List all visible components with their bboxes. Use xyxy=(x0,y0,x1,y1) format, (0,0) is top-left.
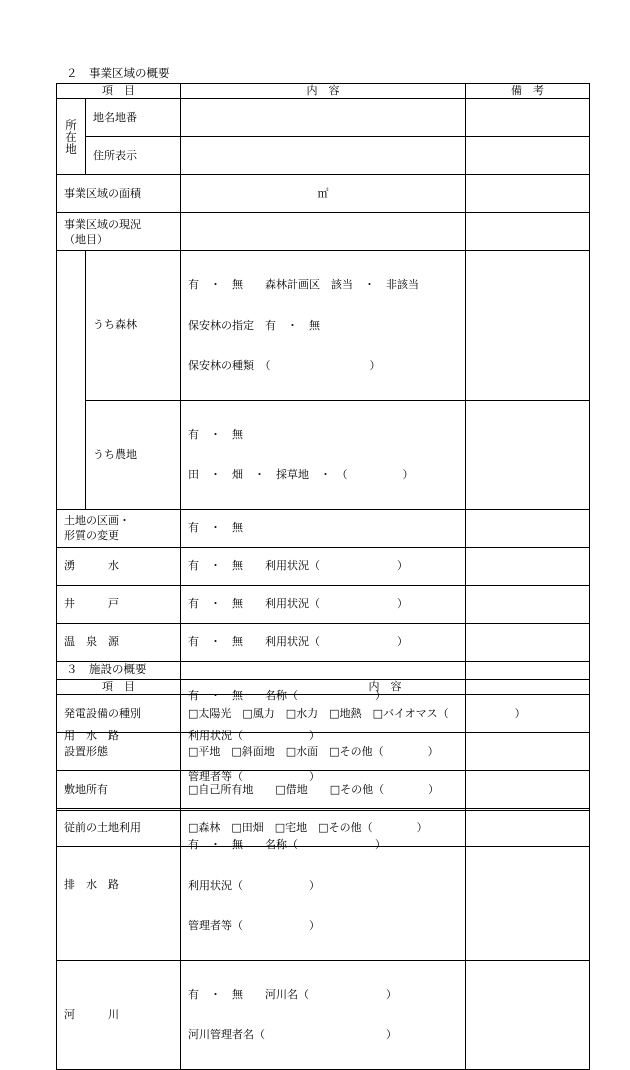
table-header-row xyxy=(57,84,590,99)
forest-remarks[interactable] xyxy=(466,251,590,401)
chiban-remarks[interactable] xyxy=(466,99,590,137)
previous-land-use-options[interactable]: □森林 □田畑 □宅地 □その他（ ） xyxy=(181,809,590,847)
hotspring-label: 温 泉 源 xyxy=(57,623,181,661)
project-area-table xyxy=(56,83,590,1070)
section2-title: ２ 事業区域の概要 xyxy=(66,66,170,80)
installation-type-label: 設置形態 xyxy=(57,733,181,771)
site-ownership-options[interactable]: □自己所有地 □借地 □その他（ ） xyxy=(181,771,590,809)
table-row xyxy=(57,547,590,585)
land-change-value[interactable]: 有 ・ 無 xyxy=(181,509,466,547)
table-header-row xyxy=(57,680,590,695)
previous-land-use-label: 従前の土地利用 xyxy=(57,809,181,847)
header-item: 項 目 xyxy=(57,680,181,695)
generator-type-options[interactable]: □太陽光 □風力 □水力 □地熱 □バイオマス（ ） xyxy=(181,695,590,733)
farmland-label: うち農地 xyxy=(86,400,181,509)
header-item: 項 目 xyxy=(57,84,181,99)
table-row xyxy=(57,99,590,137)
current-state-value[interactable] xyxy=(181,213,466,251)
drainage-label: 排 水 路 xyxy=(57,811,181,961)
current-state-indent xyxy=(57,251,86,510)
table-row xyxy=(57,175,590,213)
well-label: 井 戸 xyxy=(57,585,181,623)
table-row xyxy=(57,695,590,733)
address-value[interactable] xyxy=(181,137,466,175)
river-value[interactable]: 有 ・ 無 河川名（ ） 河川管理者名（ ） xyxy=(181,960,466,1069)
hotspring-value[interactable]: 有 ・ 無 利用状況（ ） xyxy=(181,623,466,661)
well-remarks[interactable] xyxy=(466,585,590,623)
table-row xyxy=(57,623,590,661)
section3-title: ３ 施設の概要 xyxy=(66,662,147,676)
spring-remarks[interactable] xyxy=(466,547,590,585)
chiban-label: 地名地番 xyxy=(86,99,181,137)
river-remarks[interactable] xyxy=(466,960,590,1069)
site-ownership-label: 敷地所有 xyxy=(57,771,181,809)
address-label: 住所表示 xyxy=(86,137,181,175)
area-remarks[interactable] xyxy=(466,175,590,213)
header-remarks: 備 考 xyxy=(466,84,590,99)
chiban-value[interactable] xyxy=(181,99,466,137)
hotspring-remarks[interactable] xyxy=(466,623,590,661)
header-content: 内 容 xyxy=(181,84,466,99)
table-row xyxy=(57,585,590,623)
generator-type-label: 発電設備の種別 xyxy=(57,695,181,733)
table-row xyxy=(57,960,590,1069)
current-state-remarks[interactable] xyxy=(466,213,590,251)
area-value[interactable] xyxy=(181,175,466,213)
intake-label: 用 水 路 xyxy=(57,661,181,811)
spring-value[interactable]: 有 ・ 無 利用状況（ ） xyxy=(181,547,466,585)
table-row xyxy=(57,251,590,401)
forest-value[interactable]: 有 ・ 無 森林計画区 該当 ・ 非該当 保安林の指定 有 ・ 無 保安林の種類 （ ） xyxy=(181,251,466,401)
address-remarks[interactable] xyxy=(466,137,590,175)
table-row xyxy=(57,213,590,251)
land-change-remarks[interactable] xyxy=(466,509,590,547)
location-group-label: 所 在 地 xyxy=(57,99,86,175)
well-value[interactable]: 有 ・ 無 利用状況（ ） xyxy=(181,585,466,623)
header-content: 内 容 xyxy=(181,680,590,695)
table-row xyxy=(57,809,590,847)
area-unit: ㎡ xyxy=(317,186,329,200)
intake-value[interactable]: 有 ・ 無 名称（ ） 利用状況（ ） 管理者等（ ） xyxy=(181,661,466,811)
table-row xyxy=(57,137,590,175)
land-change-label: 土地の区画・ 形質の変更 xyxy=(57,509,181,547)
current-state-label: 事業区域の現況 （地目） xyxy=(57,213,181,251)
river-label: 河 川 xyxy=(57,960,181,1069)
table-row xyxy=(57,509,590,547)
installation-type-options[interactable]: □平地 □斜面地 □水面 □その他（ ） xyxy=(181,733,590,771)
forest-label: うち森林 xyxy=(86,251,181,401)
area-label: 事業区域の面積 xyxy=(57,175,181,213)
farmland-value[interactable]: 有 ・ 無 田 ・ 畑 ・ 採草地 ・ （ ） xyxy=(181,400,466,509)
facility-table xyxy=(56,679,590,847)
spring-label: 湧 水 xyxy=(57,547,181,585)
drainage-value[interactable]: 有 ・ 無 名称（ ） 利用状況（ ） 管理者等（ ） xyxy=(181,811,466,961)
table-row xyxy=(57,771,590,809)
farmland-remarks[interactable] xyxy=(466,400,590,509)
table-row xyxy=(57,733,590,771)
table-row xyxy=(57,400,590,509)
